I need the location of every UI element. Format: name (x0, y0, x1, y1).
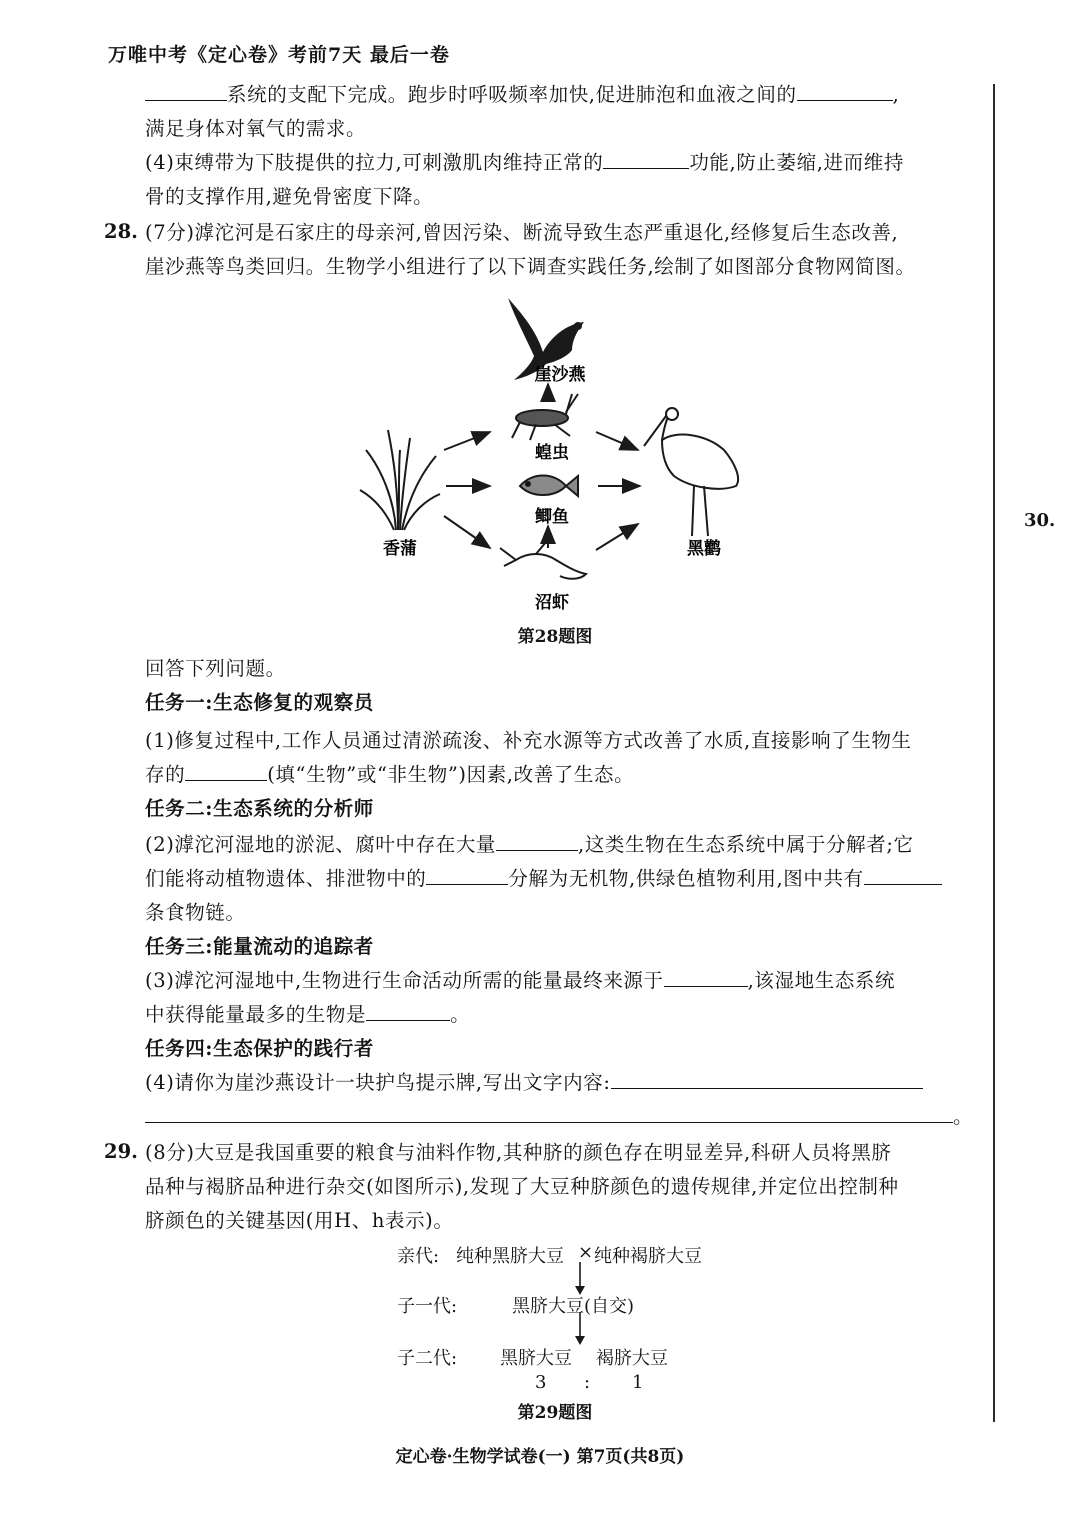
arrow-f1-to-f2 (574, 1312, 586, 1346)
f2-black: 黑脐大豆 (500, 1348, 572, 1369)
cattail-icon (360, 430, 440, 530)
ratio-right: 1 (632, 1372, 644, 1393)
q27-text: (4)束缚带为下肢提供的拉力,可刺激肌肉维持正常的 (145, 151, 604, 174)
f2-label: 子二代: (397, 1348, 458, 1369)
t4-line-1 (145, 1070, 923, 1096)
q28-number: 28. (104, 220, 138, 243)
q27-text: , (892, 83, 900, 106)
parent-black: 纯种黑脐大豆 (456, 1246, 564, 1267)
figure-29-caption: 第29题图 (517, 1403, 593, 1423)
q29-number: 29. (104, 1140, 138, 1163)
t2-line-1 (145, 832, 914, 858)
arrow-cattail-to-locust (444, 432, 490, 450)
q28-line-1: (7分)滹沱河是石家庄的母亲河,曾因污染、断流导致生态严重退化,经修复后生态改善, (145, 221, 899, 244)
q28-intro: 回答下列问题。 (145, 657, 286, 680)
q29-line-2: 品种与褐脐品种进行杂交(如图所示),发现了大豆种脐颜色的遗传规律,并定位出控制种 (145, 1175, 899, 1198)
figure-28-caption: 第28题图 (517, 627, 593, 647)
q27-line-3 (145, 150, 904, 176)
label-locust: 蝗虫 (535, 443, 569, 463)
t2-text: 们能将动植物遗体、排泄物中的 (145, 867, 427, 890)
q27-line-4: 骨的支撑作用,避免骨密度下降。 (145, 185, 434, 208)
t3-text: ,该湿地生态系统 (747, 969, 896, 992)
t3-text: 中获得能量最多的生物是 (145, 1003, 367, 1026)
t4-text: 。 (953, 1105, 974, 1128)
task3-title: 任务三:能量流动的追踪者 (145, 935, 374, 958)
margin-rule (993, 84, 995, 1422)
answer-blank[interactable] (864, 866, 942, 885)
next-question-fragment: 30. (1024, 510, 1056, 531)
t1-line-1: (1)修复过程中,工作人员通过清淤疏浚、补充水源等方式改善了水质,直接影响了生物生 (145, 729, 912, 752)
q27-line-1 (145, 82, 899, 108)
label-shrimp: 沼虾 (535, 593, 569, 613)
t4-line-2 (145, 1104, 973, 1130)
parent-brown: 纯种褐脐大豆 (594, 1246, 702, 1267)
q27-text: 功能,防止萎缩,进而维持 (689, 151, 904, 174)
stork-icon (644, 408, 738, 536)
locust-icon (512, 394, 578, 440)
answer-blank[interactable] (426, 866, 508, 885)
t3-text: (3)滹沱河湿地中,生物进行生命活动所需的能量最终来源于 (145, 969, 664, 992)
task1-title: 任务一:生态修复的观察员 (145, 691, 374, 714)
arrow-cattail-to-shrimp (444, 516, 490, 548)
arrow-locust-to-stork (596, 432, 638, 450)
answer-blank[interactable] (611, 1070, 923, 1089)
t3-line-1 (145, 968, 895, 994)
q29-line-1: (8分)大豆是我国重要的粮食与油料作物,其种脐的颜色存在明显差异,科研人员将黑脐 (145, 1141, 892, 1164)
label-stork: 黑鹳 (687, 539, 721, 559)
arrow-shrimp-to-stork (596, 524, 638, 550)
q27-text: 系统的支配下完成。跑步时呼吸频率加快,促进肺泡和血液之间的 (227, 83, 797, 106)
task4-title: 任务四:生态保护的践行者 (145, 1037, 374, 1060)
task2-title: 任务二:生态系统的分析师 (145, 797, 374, 820)
t1-line-2 (145, 762, 634, 788)
cross-symbol: × (578, 1242, 594, 1263)
f1-label: 子一代: (397, 1296, 458, 1317)
page-header: 万唯中考《定心卷》考前7天 最后一卷 (108, 44, 450, 66)
answer-blank[interactable] (797, 82, 893, 101)
answer-blank[interactable] (145, 1104, 953, 1123)
food-web-figure (340, 290, 780, 620)
t3-line-2 (145, 1002, 470, 1028)
parent-label: 亲代: (397, 1246, 440, 1267)
answer-blank[interactable] (603, 150, 689, 169)
answer-blank[interactable] (145, 82, 227, 101)
q29-line-3: 脐颜色的关键基因(用H、h表示)。 (145, 1209, 454, 1232)
t1-text: (填“生物”或“非生物”)因素,改善了生态。 (267, 763, 635, 786)
page-footer: 定心卷·生物学试卷(一) 第7页(共8页) (395, 1447, 685, 1467)
ratio-colon: : (584, 1372, 591, 1393)
answer-blank[interactable] (185, 762, 267, 781)
f1-value: 黑脐大豆(自交) (512, 1296, 635, 1317)
t1-text: 存的 (145, 763, 186, 786)
fish-icon (520, 476, 578, 497)
label-swallow: 崖沙燕 (534, 365, 586, 385)
t2-line-3: 条食物链。 (145, 901, 246, 924)
arrow-p-to-f1 (574, 1262, 586, 1296)
t2-text: ,这类生物在生态系统中属于分解者;它 (578, 833, 914, 856)
t2-line-2 (145, 866, 942, 892)
f2-brown: 褐脐大豆 (596, 1348, 668, 1369)
answer-blank[interactable] (664, 968, 748, 987)
q27-line-2: 满足身体对氧气的需求。 (145, 117, 367, 140)
label-crucian: 鲫鱼 (535, 507, 569, 527)
ratio-left: 3 (535, 1372, 547, 1393)
answer-blank[interactable] (366, 1002, 450, 1021)
t2-text: 分解为无机物,供绿色植物利用,图中共有 (508, 867, 864, 890)
shrimp-icon (500, 542, 586, 579)
t2-text: (2)滹沱河湿地的淤泥、腐叶中存在大量 (145, 833, 497, 856)
t4-text: (4)请你为崖沙燕设计一块护鸟提示牌,写出文字内容: (145, 1071, 611, 1094)
answer-blank[interactable] (496, 832, 578, 851)
label-cattail: 香蒲 (383, 539, 417, 559)
t3-text: 。 (450, 1003, 471, 1026)
q28-line-2: 崖沙燕等鸟类回归。生物学小组进行了以下调查实践任务,绘制了如图部分食物网简图。 (145, 255, 916, 278)
